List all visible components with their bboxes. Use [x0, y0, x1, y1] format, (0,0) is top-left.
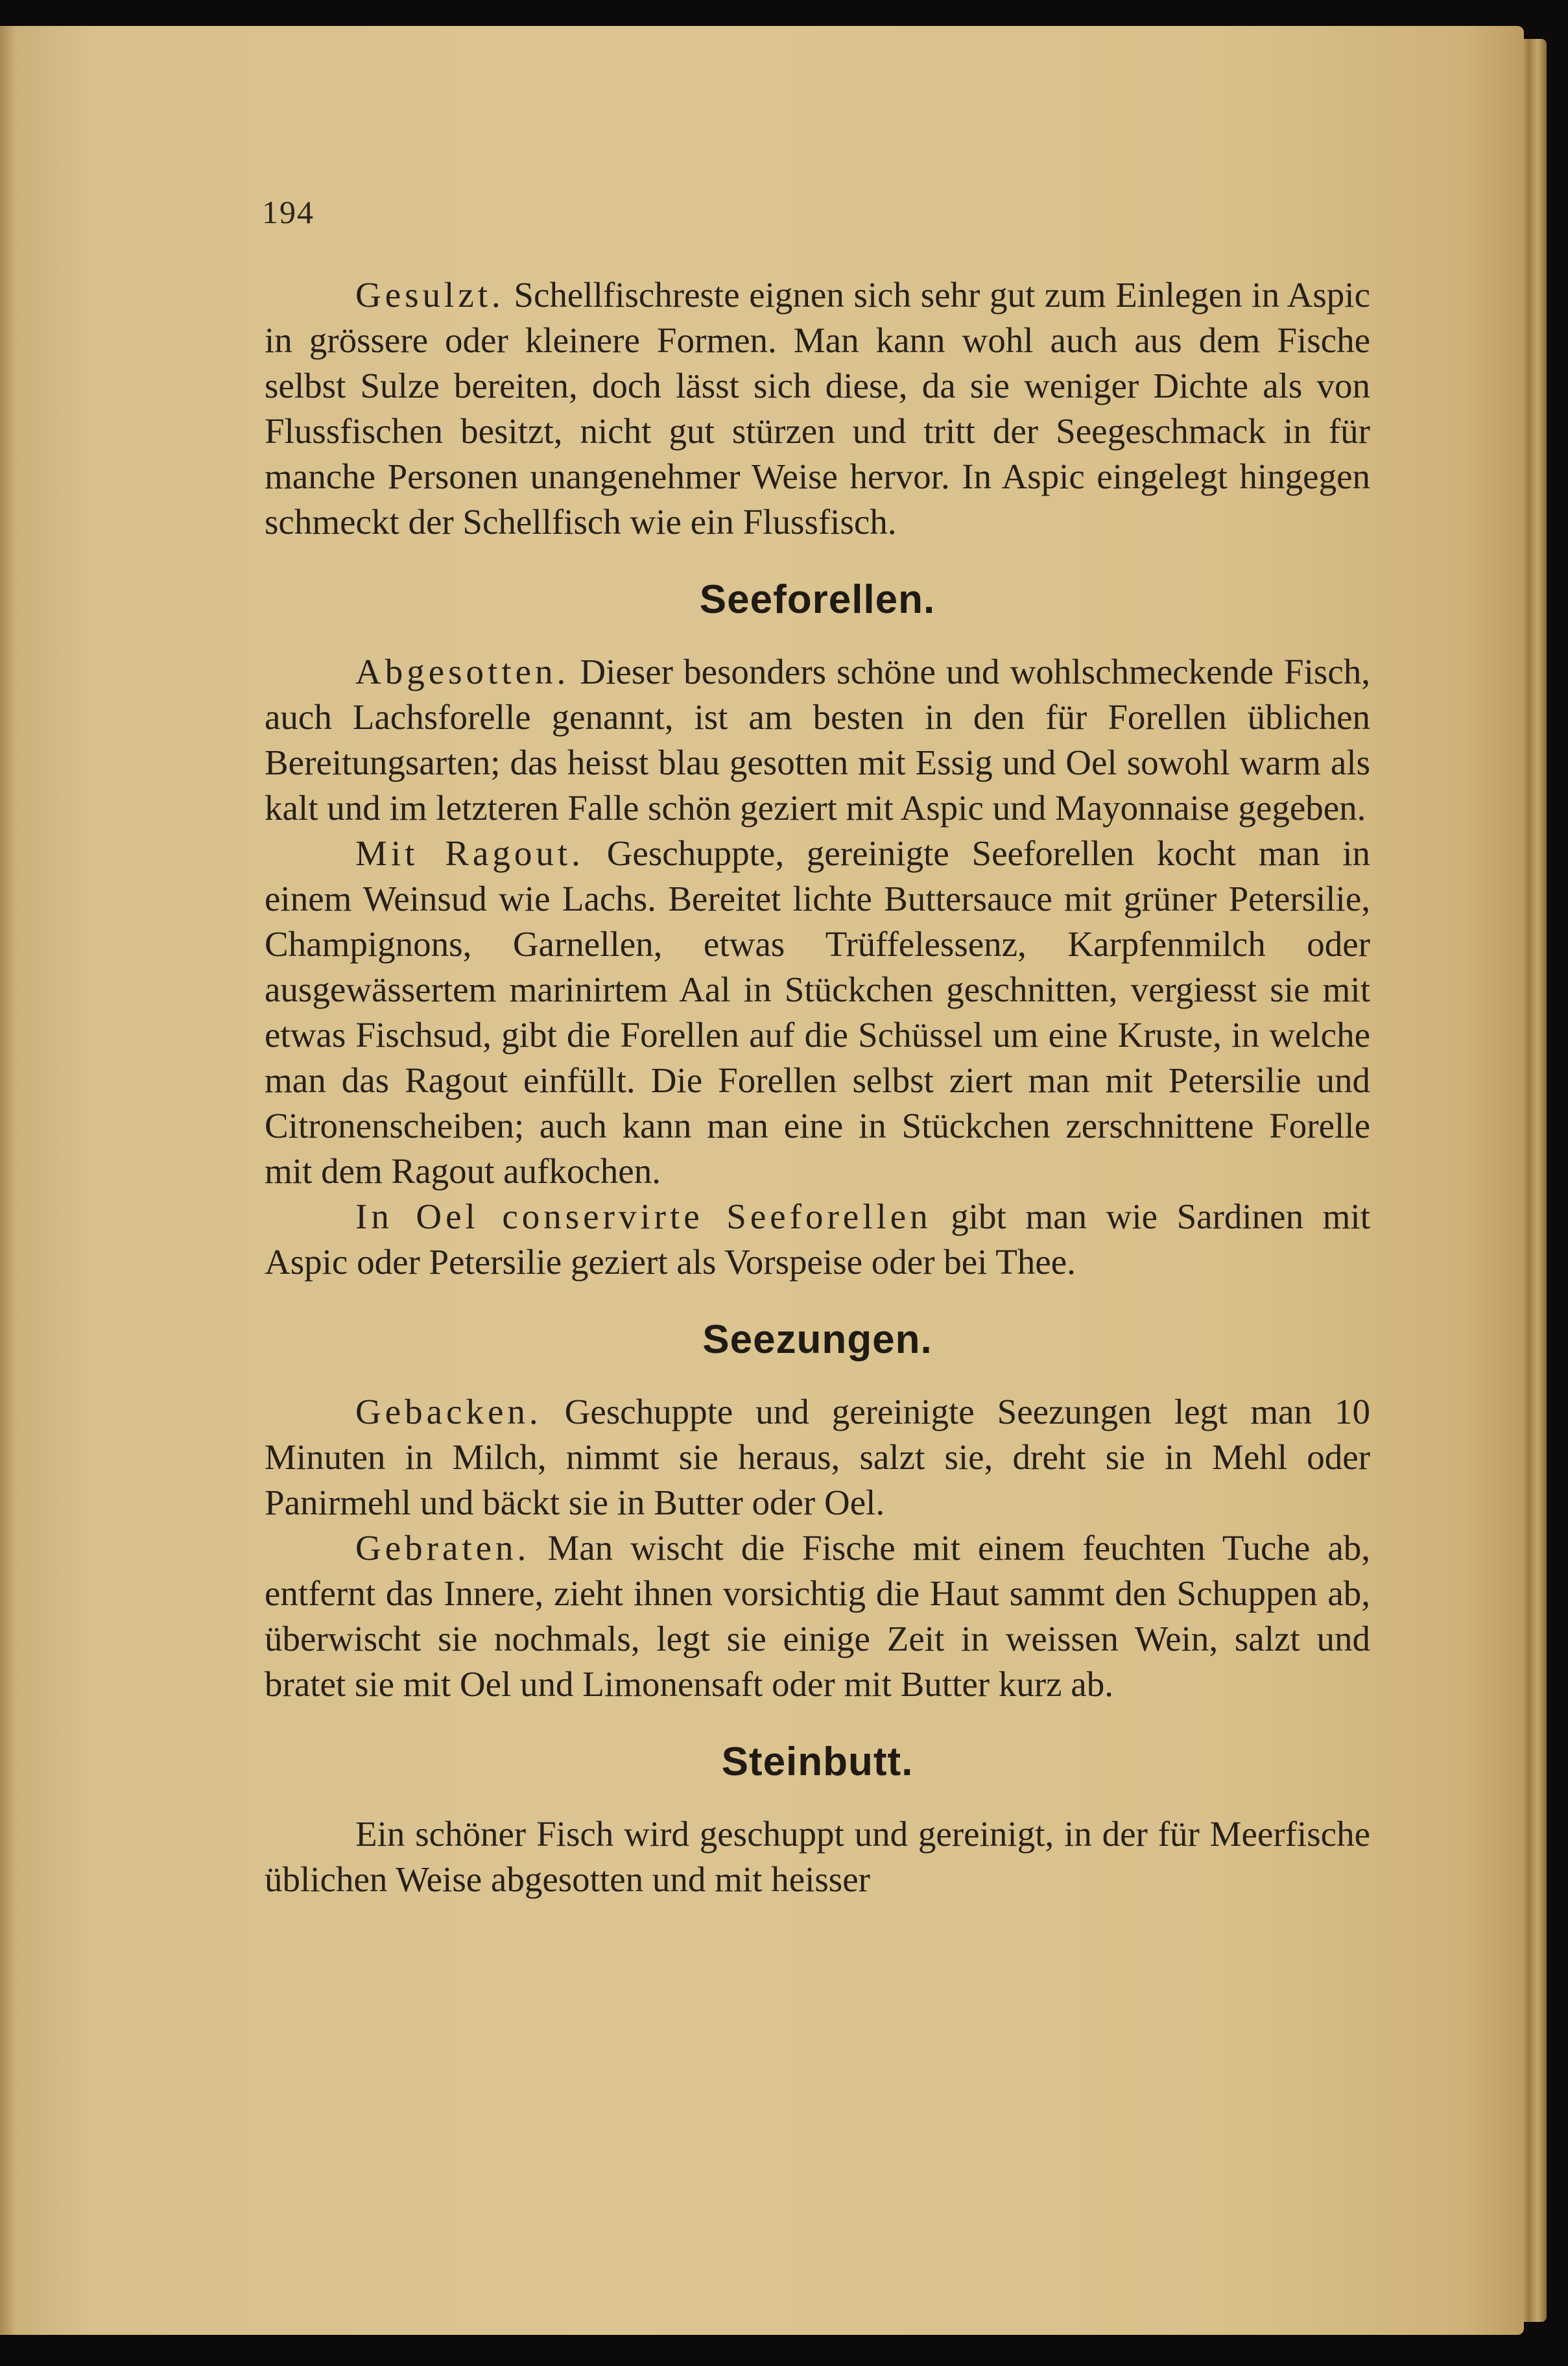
heading-steinbutt: Steinbutt. — [721, 1739, 914, 1784]
paragraph-in-oel — [265, 1194, 1370, 1285]
heading-seeforellen: Seeforellen. — [699, 577, 936, 622]
paragraph-body: Geschuppte und gereinigte Seezungen legt man 10 Minuten in Milch, nimmt sie heraus, salzt sie, dreht sie in Mehl oder Panirmehl und bäckt sie in Butter oder Oel. — [265, 1392, 1371, 1522]
paragraph-body: Geschuppte, gereinigte Seeforellen kocht man in einem Weinsud wie Lachs. Bereitet lichte Buttersauce mit grüner Petersilie, Champignons, Garnellen, etwas Trüffelessenz, Karpfenmilch oder ausgewässertem marinirtem Aal in Stückchen geschnitten, vergiesst sie mit etwas Fischsud, gibt die Forellen auf die Schüssel um eine Kruste, in welche man das Ragout einfüllt. Die Forellen selbst ziert man mit Petersilie und Citronenscheiben; auch kann man eine in Stückchen zerschnittene Forelle mit dem Ragout aufkochen. — [265, 833, 1371, 1191]
paragraph-body: Schellfischreste eignen sich sehr gut zum Einlegen in Aspic in grössere oder kleinere Formen. Man kann wohl auch aus dem Fische selbst Sulze bereiten, doch lässt sich diese, da sie weniger Dichte als von Flussfischen besitzt, nicht gut stürzen und tritt der Seegeschmack in für manche Personen unangenehmer Weise hervor. In Aspic eingelegt hingegen schmeckt der Schellfisch wie ein Flussfisch. — [265, 275, 1371, 542]
paragraph-abgesotten — [265, 649, 1370, 831]
paragraph-lead: Abgesotten. — [355, 652, 570, 691]
paragraph-gebraten — [265, 1525, 1370, 1707]
heading-seezungen: Seezungen. — [702, 1317, 932, 1362]
paragraph-lead: Mit Ragout. — [355, 833, 584, 873]
paragraph-lead: Gebraten. — [355, 1528, 530, 1568]
paragraph-gesulzt — [265, 272, 1370, 545]
page-number: 194 — [262, 194, 315, 230]
paragraph-body: Man wischt die Fische mit einem feuchten Tuche ab, entfernt das Innere, zieht ihnen vorsichtig die Haut sammt den Schuppen ab, überwischt sie nochmals, legt sie einige Zeit in weissen Wein, salzt und bratet sie mit Oel und Limonensaft oder mit Butter kurz ab. — [265, 1528, 1370, 1704]
paragraph-mit-ragout — [265, 831, 1370, 1194]
paragraph-gebacken — [265, 1389, 1370, 1525]
book-page — [0, 26, 1524, 2335]
binding-shadow — [0, 26, 16, 2335]
page-text — [265, 272, 1370, 1902]
paragraph-steinbutt — [265, 1811, 1370, 1902]
paragraph-body: gibt man wie Sardinen mit Aspic oder Petersilie geziert als Vorspeise oder bei Thee. — [265, 1197, 1370, 1282]
paragraph-body: Dieser besonders schöne und wohlschmeckende Fisch, auch Lachsforelle genannt, ist am besten in den für Forellen üblichen Bereitungsarten; das heisst blau gesotten mit Essig und Oel sowohl warm als kalt und im letzteren Falle schön geziert mit Aspic und Mayonnaise gegeben. — [265, 652, 1370, 828]
paragraph-lead: Gesulzt. — [355, 275, 505, 315]
paragraph-lead: Gebacken. — [355, 1392, 542, 1431]
paragraph-lead: In Oel conservirte Seeforellen — [355, 1197, 932, 1236]
paragraph-body: Ein schöner Fisch wird geschuppt und gereinigt, in der für Meerfische üblichen Weise abgesotten und mit heisser — [265, 1814, 1370, 1899]
